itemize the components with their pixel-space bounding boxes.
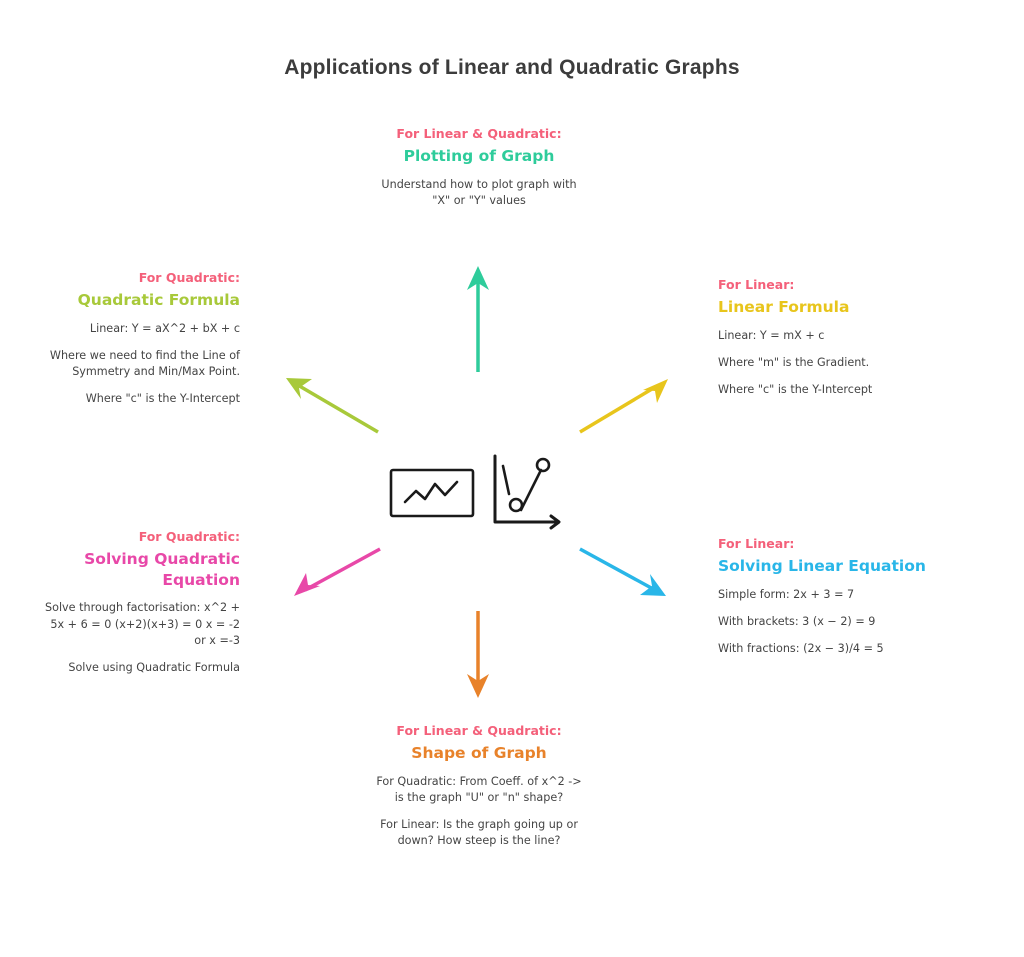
line-chart-box-icon (391, 470, 473, 516)
node-heading: Plotting of Graph (403, 146, 555, 165)
node-paragraph: Solve using Quadratic Formula (68, 661, 240, 675)
arrow-down-to-shape-of-graph (467, 611, 489, 698)
node-kicker: For Quadratic: (138, 529, 240, 544)
node-paragraph: Where "c" is the Y-Intercept (85, 392, 240, 406)
node-paragraph: Linear: Y = mX + c (718, 328, 825, 342)
node-heading: Linear Formula (718, 297, 850, 316)
node-heading: Shape of Graph (411, 743, 547, 762)
node-heading: Solving Linear Equation (718, 556, 926, 575)
node-body (372, 774, 586, 850)
node-plotting-of-graph[interactable] (372, 126, 586, 209)
node-heading: Quadratic Formula (77, 290, 240, 309)
node-kicker: For Quadratic: (138, 270, 240, 285)
node-paragraph: For Quadratic: From Coeff. of x^2 -> is the graph "U" or "n" shape? (376, 774, 582, 804)
node-body (372, 177, 586, 209)
arrow-down-right-to-solving-linear (580, 549, 666, 596)
node-kicker: For Linear & Quadratic: (396, 723, 562, 738)
node-paragraph: For Linear: Is the graph going up or down? How steep is the line? (380, 818, 578, 848)
page-title: Applications of Linear and Quadratic Graphs (284, 56, 740, 79)
node-paragraph: Simple form: 2x + 3 = 7 (718, 587, 855, 601)
node-paragraph: Where "c" is the Y-Intercept (718, 383, 873, 397)
node-body (718, 328, 948, 399)
arrow-up-left-to-quadratic-formula (286, 378, 378, 432)
arrow-down-left-to-solving-quadratic (294, 549, 380, 596)
node-paragraph: With brackets: 3 (x − 2) = 9 (718, 614, 876, 628)
node-shape-of-graph[interactable] (372, 723, 586, 849)
node-linear-formula[interactable] (718, 277, 948, 398)
arrow-up-right-to-linear-formula (580, 379, 668, 432)
arrow-up-to-plotting (467, 266, 489, 372)
node-paragraph: Understand how to plot graph with "X" or "Y" values (381, 177, 577, 207)
node-kicker: For Linear: (718, 277, 795, 292)
node-paragraph: Where "m" is the Gradient. (718, 355, 870, 369)
node-solving-linear-equation[interactable] (718, 536, 948, 657)
node-paragraph: Where we need to find the Line of Symmetry and Min/Max Point. (49, 348, 240, 379)
node-kicker: For Linear & Quadratic: (396, 126, 562, 141)
scatter-axes-icon (495, 456, 559, 528)
node-paragraph: Solve through factorisation: x^2 + 5x + 6 = 0 (x+2)(x+3) = 0 x = -2 or x =-3 (45, 601, 240, 647)
center-icon-group (385, 448, 575, 538)
node-paragraph: With fractions: (2x − 3)/4 = 5 (718, 642, 884, 656)
node-solving-quadratic-equation[interactable] (40, 529, 240, 676)
node-body (40, 600, 240, 676)
node-quadratic-formula[interactable] (40, 270, 240, 407)
node-body (718, 587, 948, 658)
node-kicker: For Linear: (718, 536, 795, 551)
node-paragraph: Linear: Y = aX^2 + bX + c (89, 321, 240, 335)
node-heading: Solving Quadratic Equation (84, 549, 240, 589)
node-body (40, 321, 240, 408)
